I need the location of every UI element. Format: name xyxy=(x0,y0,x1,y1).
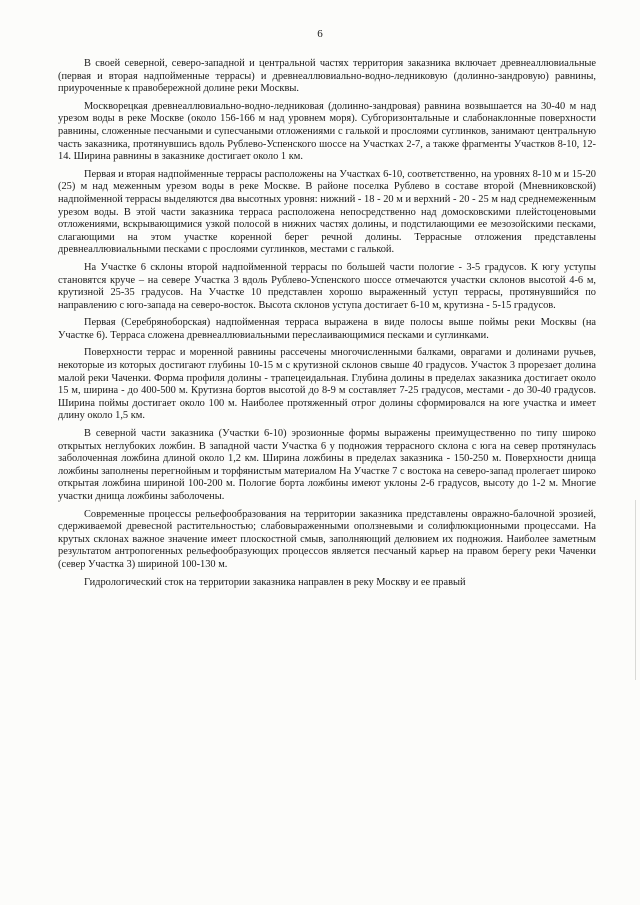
paragraph-4: На Участке 6 склоны второй надпойменной террасы по большей части пологие - 3-5 градусов. К югу уступы становятся круче – на севере Участка 3 вдоль Рублево-Успенского шоссе отмечаются участки склонов высотой 4-6 м, крутизной 25-35 градусов. На Участке 10 представлен хорошо выраженный уступ террасы, протянувшийся по направлению с юго-запада на северо-восток. Высота склонов уступа достигает 6-10 м, крутизна - 5-15 градусов. xyxy=(58,261,596,311)
paragraph-8: Современные процессы рельефообразования на территории заказника представлены овражно-балочной эрозией, сдерживаемой древесной растительностью; слабовыраженными оползневыми и солифлюкционными процессами. На крутых склонах важное значение имеет плоскостной смыв, заполняющий делювием их подножия. Наиболее заметным результатом антропогенных рельефообразующих процессов является песчаный карьер на правом берегу реки Чаченки (север Участка 3) шириной 100-130 м. xyxy=(58,508,596,570)
paragraph-2: Москворецкая древнеаллювиально-водно-ледниковая (долинно-зандровая) равнина возвышается на 30-40 м над урезом воды в реке Москве (около 156-166 м над уровнем моря). Субгоризонтальные и слабонаклонные поверхности равнины, сложенные песчаными и супесчаными отложениями с галькой и прослоями суглинков, занимают центральную часть заказника, протянувшись вдоль Рублево-Успенского шоссе на Участках 2-7, а также фрагменты Участков 8-10, 12-14. Ширина равнины в заказнике достигает около 1 км. xyxy=(58,100,596,163)
page-number: 6 xyxy=(317,28,323,40)
paragraph-7: В северной части заказника (Участки 6-10) эрозионные формы выражены преимущественно по типу широко открытых неглубоких ложбин. В западной части Участка 6 у подножия террасного склона с юга на север протянулась заболоченная ложбина длиной около 1,2 км. Ширина ложбины в пределах заказника - 150-250 м. Поверхности днища ложбины заполнены перегнойным и торфянистым материалом На Участке 7 с востока на северо-запад пролегает широко открытая ложбина шириной 100-200 м. Пологие борта ложбины имеют уклоны 2-6 градусов, высоту до 1-2 м. Многие участки днища ложбины заболочены. xyxy=(58,428,596,502)
body-text xyxy=(58,58,596,594)
paragraph-1: В своей северной, северо-западной и центральной частях территория заказника включает древнеаллювиальные (первая и вторая надпойменные террасы) и древнеаллювиально-водно-ледниковую (долинно-зандровую) равнины, приуроченные к правобережной долине реки Москвы. xyxy=(58,58,596,95)
scan-edge-mark xyxy=(635,500,636,680)
paragraph-3: Первая и вторая надпойменные террасы расположены на Участках 6-10, соответственно, на уровнях 8-10 м и 15-20 (25) м над меженным урезом воды в реке Москве. В районе поселка Рублево в составе второй (Мневниковской) надпойменной террасы выделяются два высотных уровня: нижний - 18 - 20 м и верхний - 20 - 25 м над среднемеженным урезом воды. В этой части заказника терраса расположена непосредственно над домосковскими плейстоценовыми отложениями, вскрывающимися узкой полосой в нижних частях долины, и подстилающими ее мезозойскими песками, слагающими на этом участке коренной берег речной долины. Террасные отложения представлены древнеаллювиальными песками с прослоями суглинков, местами с галькой. xyxy=(58,168,596,256)
paragraph-9: Гидрологический сток на территории заказника направлен в реку Москву и ее правый xyxy=(84,576,466,588)
paragraph-5: Первая (Серебряноборская) надпойменная терраса выражена в виде полосы выше поймы реки Москвы (на Участке 6). Терраса сложена древнеаллювиальными переслаивающимися песками и суглинками. xyxy=(58,317,596,341)
paragraph-6: Поверхности террас и моренной равнины рассечены многочисленными балками, оврагами и долинами ручьев, некоторые из которых достигают глубины 10-15 м с крутизной склонов свыше 40 градусов. Участок 3 прорезает долина малой реки Чаченки. Форма профиля долины - трапецеидальная. Глубина долины в пределах заказника достигает около 15 м, ширина - до 400-500 м. Крутизна бортов высотой до 8-9 м составляет 7-25 градусов, местами - до 30-40 градусов. Ширина поймы достигает около 100 м. Наиболее протяженный отрог долины сформировался на юге участка и имеет длину около 1,5 км. xyxy=(58,347,596,422)
